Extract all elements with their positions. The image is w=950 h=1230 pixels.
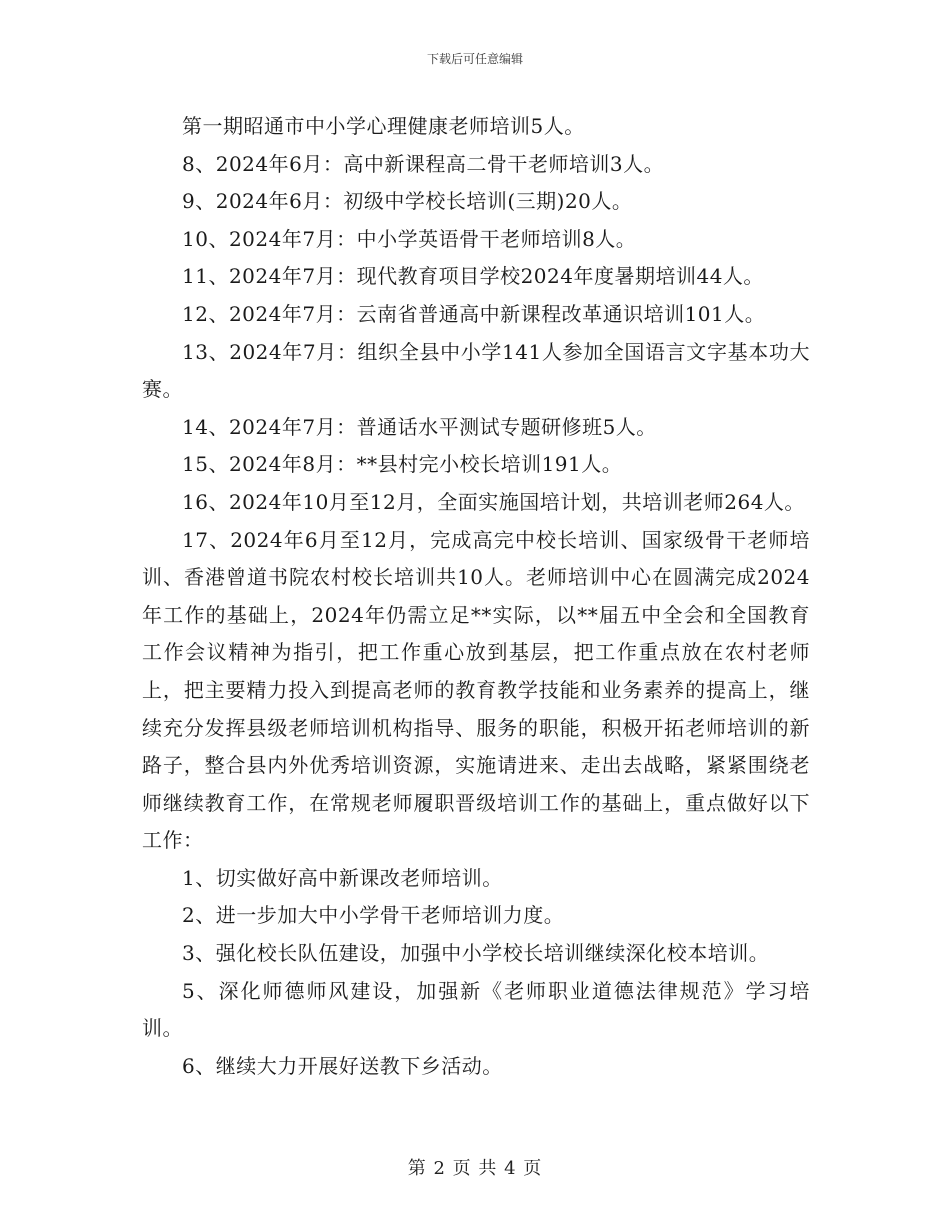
paragraph: 5、深化师德师风建设，加强新《老师职业道德法律规范》学习培训。 (142, 978, 810, 1041)
page-number: 第 2 页 共 4 页 (407, 1158, 543, 1179)
paragraph: 6、继续大力开展好送教下乡活动。 (182, 1053, 503, 1078)
paragraph: 第一期昭通市中小学心理健康老师培训5人。 (182, 114, 585, 138)
paragraph: 11、2024年7月：现代教育项目学校2024年度暑期培训44人。 (182, 264, 764, 289)
paragraph: 13、2024年7月：组织全县中小学141人参加全国语言文字基本功大赛。 (142, 339, 810, 402)
paragraph: 3、强化校长队伍建设，加强中小学校长培训继续深化校本培训。 (182, 941, 770, 966)
paragraph: 10、2024年7月：中小学英语骨干老师培训8人。 (182, 226, 637, 251)
paragraph: 12、2024年7月：云南省普通高中新课程改革通识培训101人。 (182, 301, 766, 326)
document-body (142, 108, 810, 1085)
paragraph: 16、2024年10月至12月，全面实施国培计划，共培训老师264人。 (182, 489, 805, 514)
paragraph: 17、2024年6月至12月，完成高完中校长培训、国家级骨干老师培训、香港曾道书院农村校长培训共10人。老师培训中心在圆满完成2024年工作的基础上，2024年仍需立足**实际，以**届五中全会和全国教育工作会议精神为指引，把工作重心放到基层，把工作重点放在农村老师上，把主要精力投入到提高老师的教育教学技能和业务素养的提高上，继续充分发挥县级老师培训机构指导、服务的职能，积极开拓老师培训的新路子，整合县内外优秀培训资源，实施请进来、走出去战略，紧紧围绕老师继续教育工作，在常规老师履职晋级培训工作的基础上，重点做好以下工作： (142, 527, 810, 853)
page-header-note: 下载后可任意编辑 (426, 52, 523, 66)
paragraph: 15、2024年8月：**县村完小校长培训191人。 (182, 452, 623, 477)
paragraph: 14、2024年7月：普通话水平测试专题研修班5人。 (182, 414, 657, 439)
paragraph: 2、进一步加大中小学骨干老师培训力度。 (182, 903, 565, 928)
paragraph: 1、切实做好高中新课改老师培训。 (182, 865, 503, 890)
paragraph: 9、2024年6月：初级中学校长培训(三期)20人。 (182, 189, 633, 214)
paragraph: 8、2024年6月：高中新课程高二骨干老师培训3人。 (182, 151, 665, 176)
